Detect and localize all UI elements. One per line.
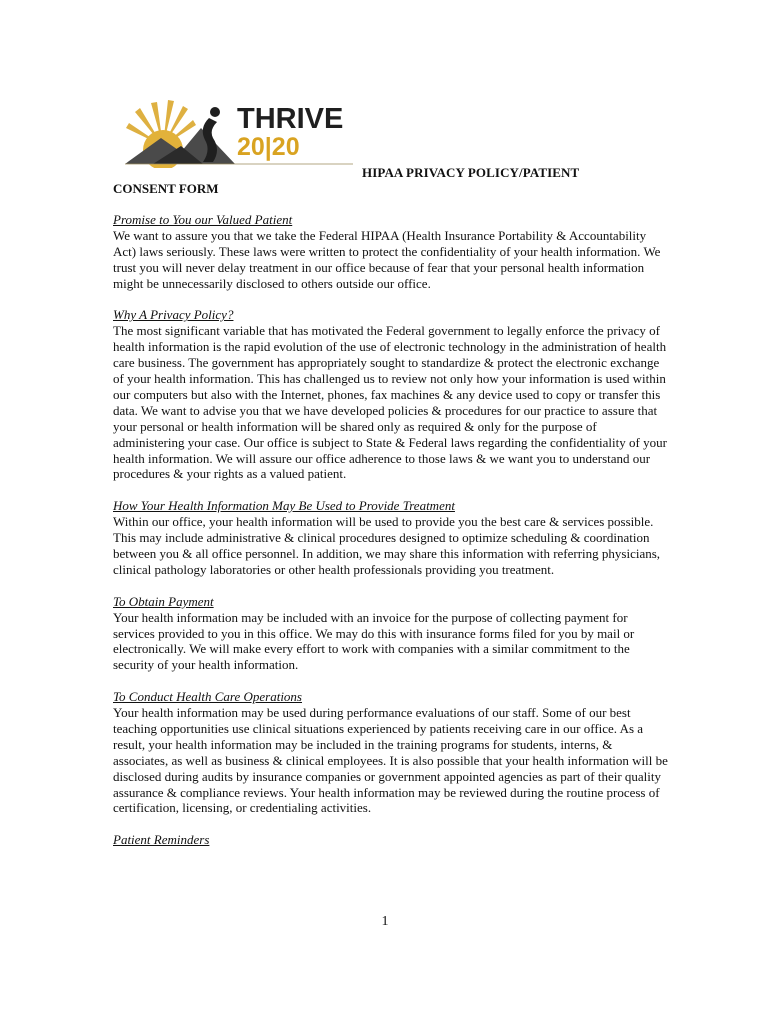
section-patient-reminders	[113, 832, 668, 848]
section-operations	[113, 689, 668, 816]
section-text: Your health information may be used during performance evaluations of our staff. Some of our best teaching opportunities use clinical situations experienced by patients receiving care in our office. As a result, your health information may be included in the training programs for students, interns, & associates, as well as business & clinical employees. It is also possible that your health information will be disclosed during audits by insurance companies or government appointed agencies as part of their quality assurance & compliance reviews. Your health information may be reviewed during the routine process of certification, licensing, or credentialing activities.	[113, 705, 668, 816]
section-heading: Patient Reminders	[113, 832, 210, 848]
section-text: The most significant variable that has motivated the Federal government to legally enforce the privacy of health information is the rapid evolution of the use of electronic technology in the administration of health care business. The government has appropriately sought to standardize & protect the electronic exchange of your health information. This has challenged us to review not only how your information is used within our computers but also with the Internet, phones, fax machines & any device used to copy or transfer this data. We want to advise you that we have developed policies & procedures for our practice to assure that your personal or health information will be shared only as required & only for the purpose of administering your case. Our office is subject to State & Federal laws regarding the confidentiality of your health information. We will assure our office adherence to those laws & we want you to understand our procedures & your rights as a valued patient.	[113, 323, 667, 482]
section-text: Within our office, your health information will be used to provide you the best care & services possible. This may include administrative & clinical procedures designed to optimize scheduling & coordination between you & all office personnel. In addition, we may share this information with referring physicians, clinical pathology laboratories or other health professionals providing you treatment.	[113, 514, 661, 577]
logo-word-thrive: THRIVE	[237, 103, 344, 135]
section-heading: To Conduct Health Care Operations	[113, 689, 302, 705]
policy-body	[113, 212, 668, 864]
section-why-privacy-policy	[113, 307, 668, 482]
section-heading: Why A Privacy Policy?	[113, 307, 234, 323]
title-line-2: CONSENT FORM	[113, 181, 219, 196]
section-payment	[113, 594, 668, 674]
section-heading: How Your Health Information May Be Used to Provide Treatment	[113, 498, 455, 514]
section-promise	[113, 212, 668, 292]
section-heading: To Obtain Payment	[113, 593, 214, 609]
page-number: 1	[381, 914, 389, 929]
section-heading: Promise to You our Valued Patient	[113, 212, 293, 227]
thrive-2020-logo	[123, 98, 355, 168]
section-text: Your health information may be included with an invoice for the purpose of collecting payment for services provided to you in this office. We may do this with insurance forms filed for you by mail or electronically. We will make every effort to work with companies with a similar commitment to the security of your health information.	[113, 609, 635, 673]
section-treatment	[113, 498, 668, 578]
logo-word-2020: 20|20	[237, 133, 300, 161]
section-text: We want to assure you that we take the Federal HIPAA (Health Insurance Portability & Accountability Act) laws seriously. These laws were written to protect the confidentiality of your health information. We trust you will never delay treatment in our office because of fear that your personal health information might be unnecessarily disclosed to others outside our office.	[113, 227, 661, 291]
title-line-1: HIPAA PRIVACY POLICY/PATIENT	[362, 165, 580, 180]
